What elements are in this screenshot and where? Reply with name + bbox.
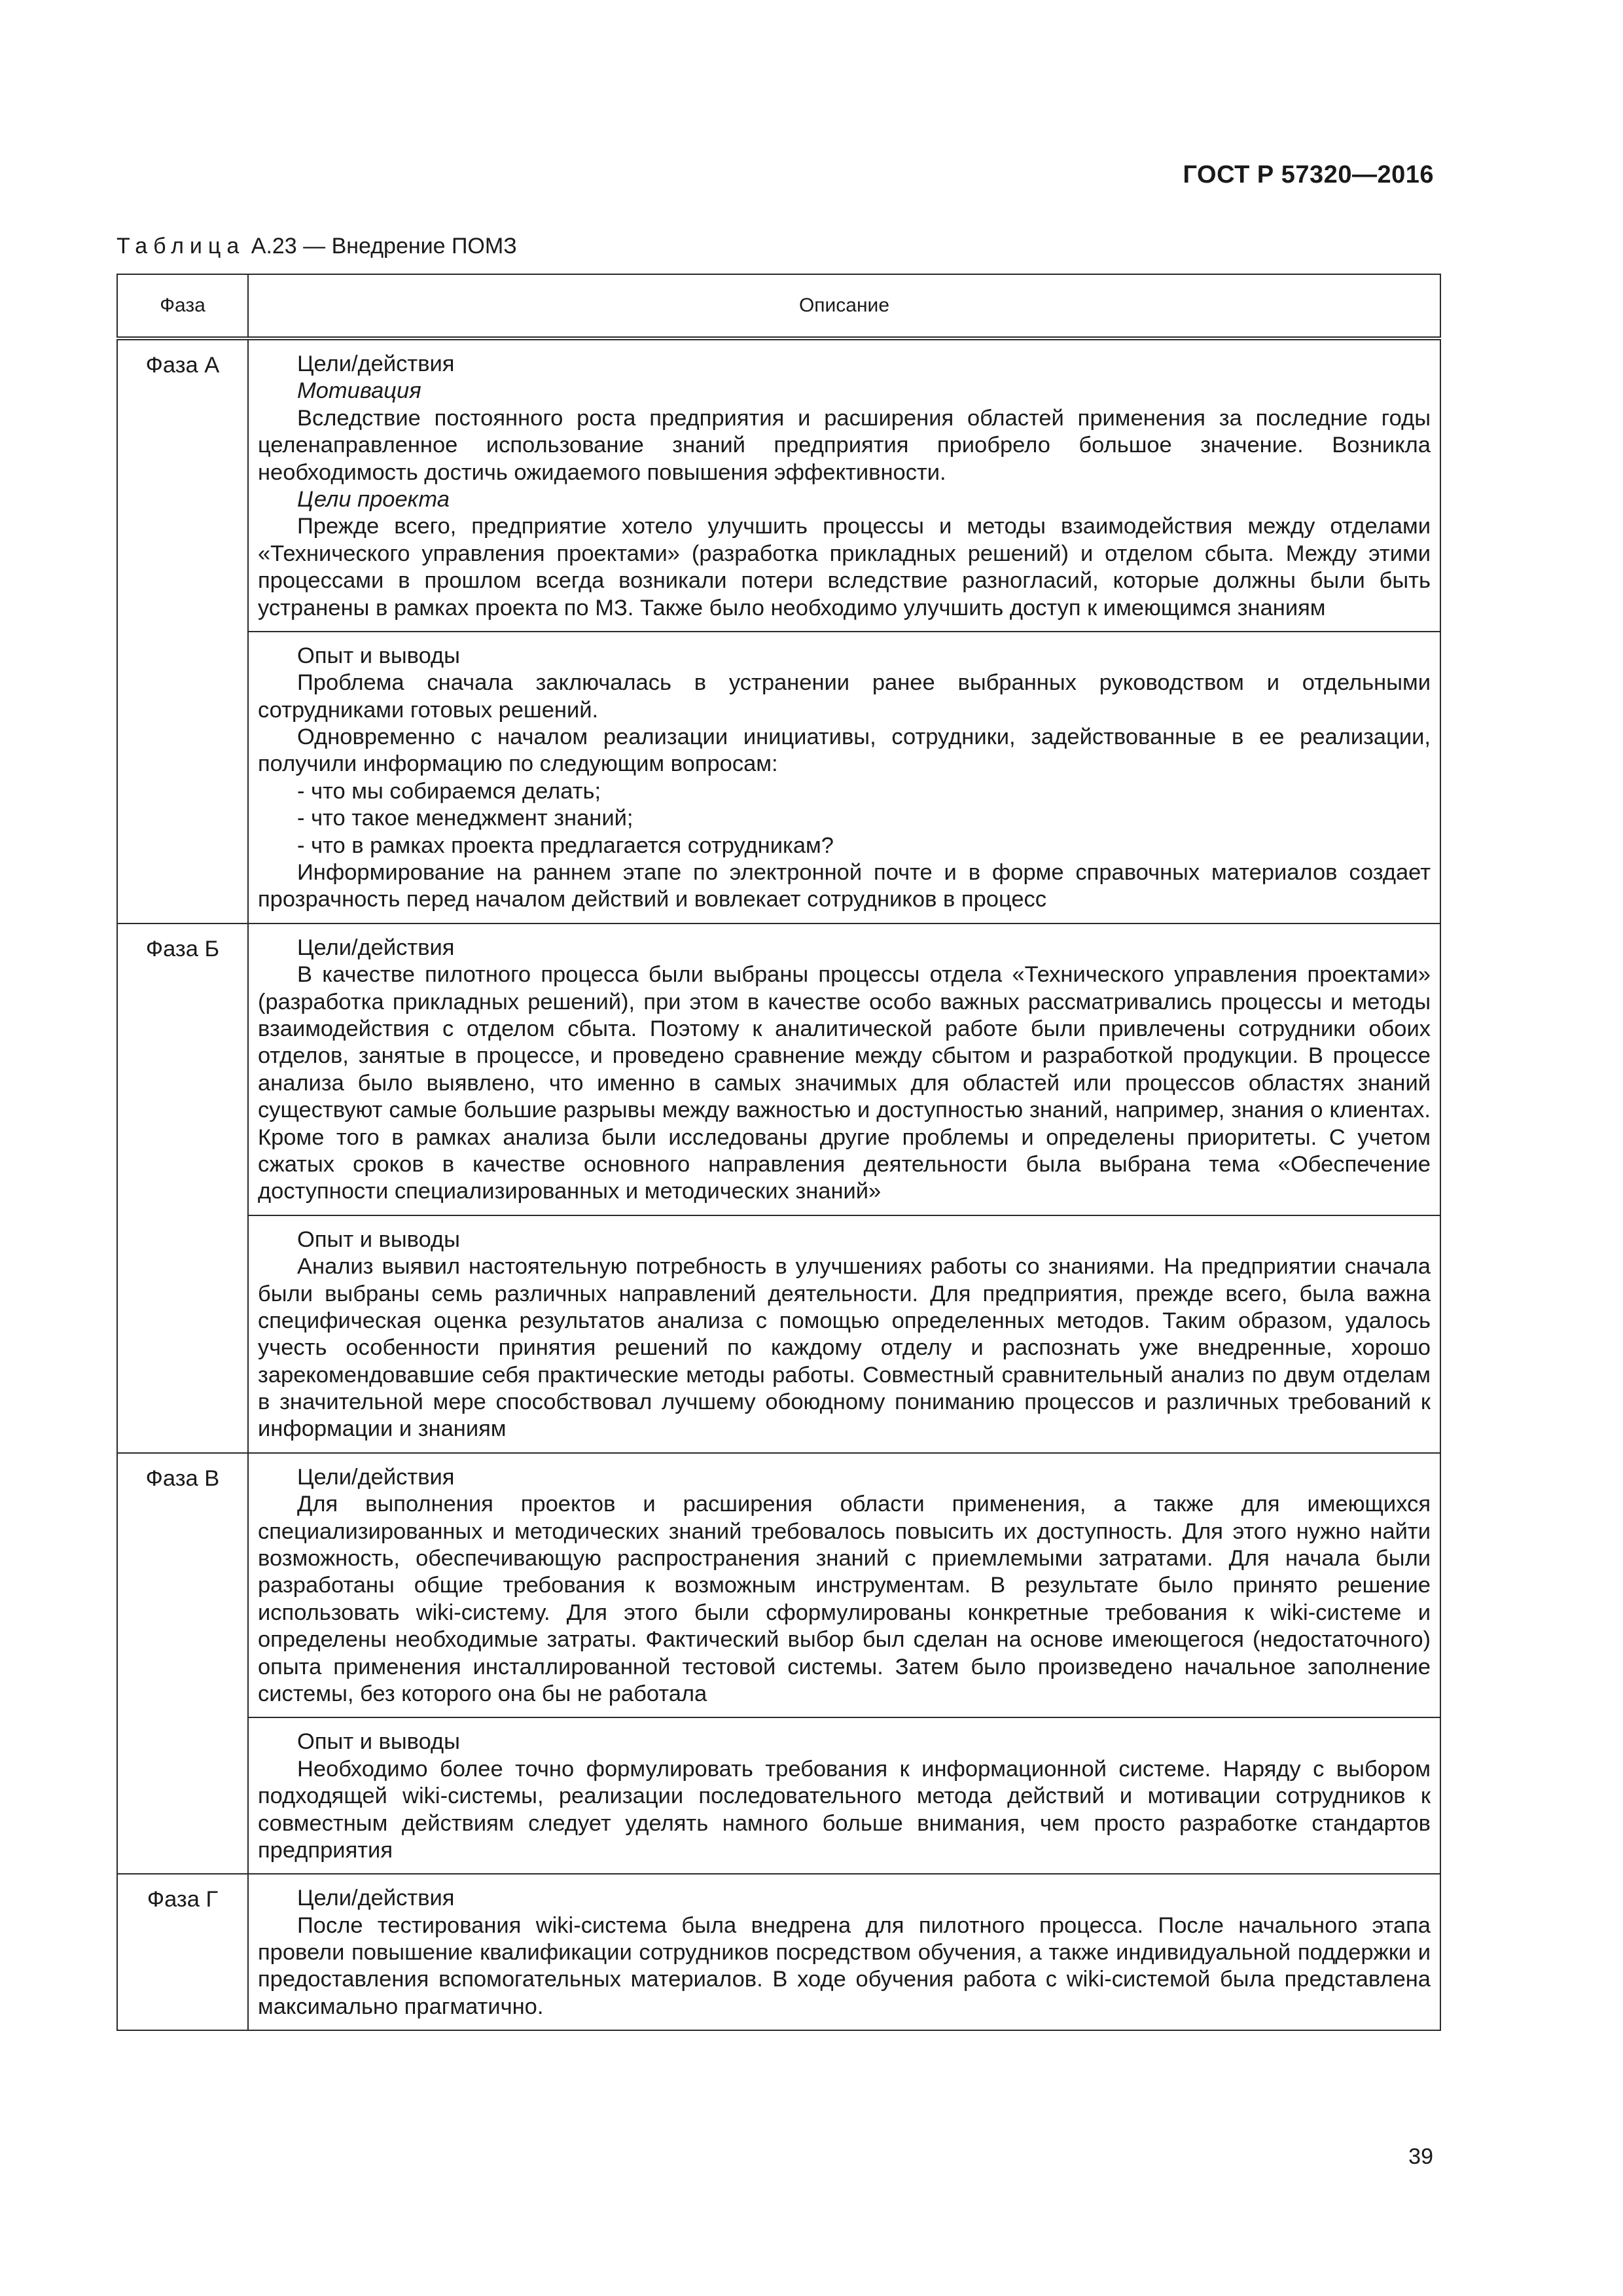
table-row	[117, 1717, 1440, 1874]
phase-cell: Фаза Г	[117, 1874, 248, 2030]
phase-cell: Фаза А	[117, 338, 248, 924]
description-cell	[248, 632, 1440, 924]
phase-cell: Фаза Б	[117, 924, 248, 1453]
table-caption	[116, 234, 517, 259]
description-cell	[248, 1717, 1440, 1874]
block-subheading: Цели проекта	[297, 486, 450, 512]
block-paragraph: Информирование на раннем этапе по электронной почте и в форме справочных материалов создает прозрачность перед началом действий и вовлекает сотрудников в процесс	[258, 860, 1431, 912]
block-heading: Цели/действия	[297, 935, 455, 960]
description-cell	[248, 1215, 1440, 1453]
block-paragraph: Вследствие постоянного роста предприятия и расширения областей применения за последние годы целенаправленное использование знаний предприятия приобрело большое значение. Возникла необходимость достичь ожидаемого повышения эффективности.	[258, 405, 1431, 485]
page-number: 39	[1408, 2144, 1433, 2169]
table-header-row	[117, 274, 1440, 338]
description-cell	[248, 1874, 1440, 2030]
implementation-table	[116, 274, 1441, 2031]
description-cell	[248, 338, 1440, 632]
block-subheading: Мотивация	[297, 378, 421, 404]
phase-cell: Фаза В	[117, 1453, 248, 1874]
list-item: - что в рамках проекта предлагается сотрудникам?	[297, 833, 834, 858]
table-row	[117, 1874, 1440, 2030]
block-paragraph: Прежде всего, предприятие хотело улучшить процессы и методы взаимодействия между отделами «Технического управления проектами» (разработка прикладных решений) и отделом сбыта. Между этими процессами в прошлом всегда возникали потери вследствие разногласий, которые должны были быть устранены в рамках проекта по МЗ. Также было необходимо улучшить доступ к имеющимся знаниям	[258, 514, 1431, 620]
column-header-phase: Фаза	[117, 274, 248, 338]
table-row	[117, 1215, 1440, 1453]
description-cell	[248, 1453, 1440, 1718]
block-paragraph: Проблема сначала заключалась в устранении ранее выбранных руководством и отдельными сотрудниками готовых решений.	[258, 670, 1431, 723]
block-paragraph: После тестирования wiki-система была внедрена для пилотного процесса. После начального этапа провели повышение квалификации сотрудников посредством обучения, а также индивидуальной поддержки и предоставления вспомогательных материалов. В ходе обучения работа с wiki-системой была представлена максимально прагматично.	[258, 1912, 1431, 2019]
block-paragraph: В качестве пилотного процесса были выбраны процессы отдела «Технического управления проектами» (разработка прикладных решений), при этом в качестве особо важных рассматривались процессы и методы взаимодействия с отделом сбыта. Поэтому к аналитической работе были привлечены сотрудники обоих отделов, занятые в процессе, и проведено сравнение между сбытом и разработкой продукции. В процессе анализа было выявлено, что именно в самых значимых для областей или процессов областях знаний существуют самые большие разрывы между важностью и доступностью знаний, например, знания о клиентах. Кроме того в рамках анализа были исследованы другие проблемы и определены приоритеты. С учетом сжатых сроков в качестве основного направления деятельности была выбрана тема «Обеспечение доступности специализированных и методических знаний»	[258, 962, 1431, 1204]
list-item: - что такое менеджмент знаний;	[297, 806, 633, 831]
question-list	[258, 778, 1431, 859]
column-header-description: Описание	[248, 274, 1440, 338]
description-cell	[248, 924, 1440, 1215]
block-heading: Цели/действия	[297, 1464, 455, 1490]
block-paragraph: Одновременно с началом реализации инициативы, сотрудники, задействованные в ее реализации, получили информацию по следующим вопросам:	[258, 725, 1431, 777]
table-caption-title: А.23 — Внедрение ПОМЗ	[251, 234, 517, 259]
block-heading: Опыт и выводы	[297, 1729, 460, 1755]
block-paragraph: Необходимо более точно формулировать требования к информационной системе. Наряду с выбором подходящей wiki-системы, реализации последовательного метода действий и мотивации сотрудников к совместным действиям следует уделять намного больше внимания, чем просто разработке стандартов предприятия	[258, 1756, 1431, 1863]
block-paragraph: Анализ выявил настоятельную потребность в улучшениях работы со знаниями. На предприятии сначала были выбраны семь различных направлений деятельности. Для предприятия, прежде всего, была важна специфическая оценка результатов анализа с помощью определенных методов. Таким образом, удалось учесть особенности принятия решений по каждому отделу и распознать уже внедренные, хорошо зарекомендовавшие себя практические методы работы. Совместный сравнительный анализ по двум отделам в значительной мере способствовал лучшему обоюдному пониманию процессов и различных требований к информации и знаниям	[258, 1254, 1431, 1442]
block-heading: Цели/действия	[297, 1886, 455, 1911]
block-heading: Цели/действия	[297, 351, 455, 376]
list-item: - что мы собираемся делать;	[297, 778, 601, 804]
table-row	[117, 1453, 1440, 1718]
block-heading: Опыт и выводы	[297, 643, 460, 668]
block-paragraph: Для выполнения проектов и расширения области применения, а также для имеющихся специализированных и методических знаний требовалось повысить их доступность. Для этого нужно найти возможность, обеспечивающую распространения знаний с приемлемыми затратами. Для начала были разработаны общие требования к возможным инструментам. В результате было принято решение использовать wiki-систему. Для этого были сформулированы конкретные требования к wiki-системе и определены необходимые затраты. Фактический выбор был сделан на основе имеющегося (недостаточного) опыта применения инсталлированной тестовой системы. Затем было произведено начальное заполнение системы, без которого она бы не работала	[258, 1492, 1431, 1706]
document-standard-number: ГОСТ Р 57320—2016	[1183, 161, 1434, 188]
block-heading: Опыт и выводы	[297, 1227, 460, 1252]
table-row	[117, 632, 1440, 924]
table-caption-word: Таблица	[116, 234, 245, 259]
table-row	[117, 338, 1440, 632]
table-row	[117, 924, 1440, 1215]
